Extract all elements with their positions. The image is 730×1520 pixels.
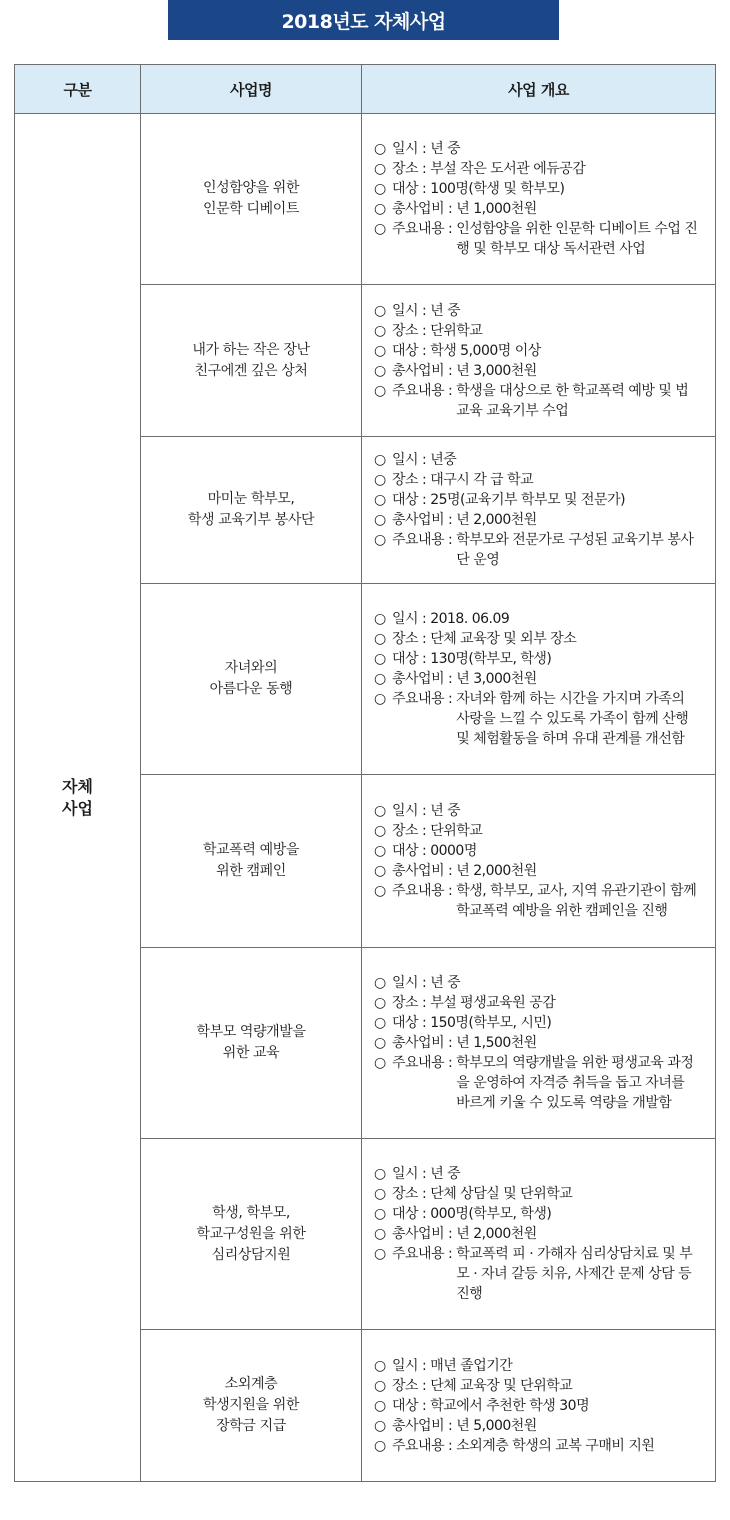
detail-place: [374, 159, 701, 179]
detail-budget: [374, 1416, 701, 1436]
detail-place: [374, 1184, 701, 1204]
detail-separator: :: [418, 1377, 431, 1394]
detail-label: 일시: [392, 611, 419, 627]
project-name: 학교폭력 예방을 위한 캠페인: [141, 775, 362, 948]
detail-content: [374, 1053, 701, 1113]
detail-value: 년 3,000천원: [456, 362, 537, 379]
detail-separator: :: [418, 823, 431, 839]
detail-content: [374, 530, 701, 570]
detail-label: 주요내용: [392, 883, 445, 899]
detail-value: 년중: [430, 452, 457, 468]
detail-label: 총사업비: [392, 863, 445, 879]
detail-date: [374, 801, 701, 821]
detail-separator: :: [418, 492, 431, 508]
detail-date: [374, 139, 701, 159]
detail-date: [374, 973, 701, 993]
detail-label: 대상: [392, 1397, 419, 1414]
detail-separator: :: [418, 472, 431, 488]
detail-budget: [374, 1224, 701, 1244]
detail-list: [374, 301, 701, 421]
detail-label: 장소: [392, 322, 419, 339]
detail-label: 장소: [392, 161, 419, 177]
detail-label: 대상: [392, 342, 419, 359]
detail-budget: [374, 510, 701, 530]
detail-value: 소외계층 학생의 교복 구매비 지원: [456, 1437, 655, 1454]
project-overview: [362, 775, 716, 948]
detail-label: 총사업비: [392, 362, 445, 379]
circle-bullet-icon: ○: [374, 512, 386, 528]
detail-label: 일시: [392, 1357, 419, 1374]
detail-value: 단체 교육장 및 외부 장소: [430, 631, 577, 647]
project-name: 마미눈 학부모, 학생 교육기부 봉사단: [141, 437, 362, 584]
circle-bullet-icon: ○: [374, 1166, 386, 1182]
detail-label: 총사업비: [392, 201, 445, 217]
detail-value: 년 중: [430, 1166, 461, 1182]
detail-list: [374, 801, 701, 921]
circle-bullet-icon: ○: [374, 221, 386, 237]
detail-separator: :: [418, 141, 431, 157]
detail-value: 25명(교육기부 학부모 및 전문가): [430, 492, 626, 508]
detail-separator: :: [418, 995, 431, 1011]
detail-place: [374, 321, 701, 341]
detail-label: 장소: [392, 995, 419, 1011]
detail-value: 년 2,000천원: [456, 1226, 537, 1242]
detail-value: 년 2,000천원: [456, 512, 537, 528]
detail-label: 일시: [392, 452, 419, 468]
detail-label: 장소: [392, 1377, 419, 1394]
circle-bullet-icon: ○: [374, 1055, 386, 1071]
detail-label: 일시: [392, 1166, 419, 1182]
circle-bullet-icon: ○: [374, 1437, 386, 1454]
detail-value: 단체 교육장 및 단위학교: [430, 1377, 573, 1394]
detail-target: [374, 841, 701, 861]
detail-place: [374, 993, 701, 1013]
detail-separator: :: [444, 201, 457, 217]
detail-label: 장소: [392, 823, 419, 839]
detail-label: 총사업비: [392, 512, 445, 528]
circle-bullet-icon: ○: [374, 1397, 386, 1414]
detail-separator: :: [444, 1226, 457, 1242]
detail-label: 대상: [392, 843, 419, 859]
circle-bullet-icon: ○: [374, 492, 386, 508]
detail-separator: :: [418, 1357, 431, 1374]
detail-separator: :: [444, 362, 457, 379]
detail-label: 대상: [392, 492, 419, 508]
project-overview: [362, 1330, 716, 1482]
detail-content: [374, 381, 701, 421]
circle-bullet-icon: ○: [374, 651, 386, 667]
detail-separator: :: [444, 221, 457, 237]
circle-bullet-icon: ○: [374, 1246, 386, 1262]
project-overview: [362, 285, 716, 437]
circle-bullet-icon: ○: [374, 342, 386, 359]
detail-list: [374, 1356, 701, 1456]
detail-label: 총사업비: [392, 671, 445, 687]
circle-bullet-icon: ○: [374, 631, 386, 647]
detail-separator: :: [418, 843, 431, 859]
detail-label: 주요내용: [392, 691, 445, 707]
detail-budget: [374, 361, 701, 381]
detail-label: 일시: [392, 302, 419, 319]
detail-separator: :: [444, 532, 457, 548]
detail-separator: :: [418, 302, 431, 319]
detail-separator: :: [418, 611, 431, 627]
detail-label: 장소: [392, 1186, 419, 1202]
circle-bullet-icon: ○: [374, 1377, 386, 1394]
detail-list: [374, 973, 701, 1113]
detail-label: 대상: [392, 1015, 419, 1031]
detail-separator: :: [418, 342, 431, 359]
detail-separator: :: [444, 1055, 457, 1071]
circle-bullet-icon: ○: [374, 452, 386, 468]
circle-bullet-icon: ○: [374, 322, 386, 339]
detail-value: 년 중: [430, 302, 461, 319]
detail-label: 장소: [392, 631, 419, 647]
project-name: 인성함양을 위한 인문학 디베이트: [141, 114, 362, 285]
detail-label: 주요내용: [392, 1055, 445, 1071]
detail-value: 150명(학부모, 시민): [430, 1015, 552, 1031]
detail-separator: :: [444, 1417, 457, 1434]
project-name: 소외계층 학생지원을 위한 장학금 지급: [141, 1330, 362, 1482]
circle-bullet-icon: ○: [374, 1417, 386, 1434]
detail-budget: [374, 1033, 701, 1053]
circle-bullet-icon: ○: [374, 181, 386, 197]
detail-value: 년 1,500천원: [456, 1035, 537, 1051]
detail-separator: :: [418, 1166, 431, 1182]
detail-separator: :: [418, 452, 431, 468]
detail-separator: :: [444, 1246, 457, 1262]
header-overview: 사업 개요: [362, 65, 716, 114]
detail-budget: [374, 861, 701, 881]
detail-label: 대상: [392, 1206, 419, 1222]
detail-value: 학교에서 추천한 학생 30명: [430, 1397, 590, 1414]
detail-value: 년 3,000천원: [456, 671, 537, 687]
detail-content: [374, 219, 701, 259]
detail-target: [374, 1396, 701, 1416]
detail-budget: [374, 199, 701, 219]
circle-bullet-icon: ○: [374, 671, 386, 687]
project-overview: [362, 437, 716, 584]
project-name: 내가 하는 작은 장난 친구에겐 깊은 상처: [141, 285, 362, 437]
detail-label: 일시: [392, 141, 419, 157]
table-body: [15, 114, 716, 1482]
project-overview: [362, 114, 716, 285]
circle-bullet-icon: ○: [374, 532, 386, 548]
detail-date: [374, 609, 701, 629]
detail-target: [374, 490, 701, 510]
detail-target: [374, 1204, 701, 1224]
detail-separator: :: [444, 863, 457, 879]
circle-bullet-icon: ○: [374, 975, 386, 991]
circle-bullet-icon: ○: [374, 302, 386, 319]
detail-value: 학부모의 역량개발을 위한 평생교육 과정을 운영하여 자격증 취득을 돕고 자녀를 바르게 키울 수 있도록 역량을 개발함: [456, 1055, 694, 1111]
detail-label: 주요내용: [392, 221, 445, 237]
detail-place: [374, 629, 701, 649]
project-name: 학생, 학부모, 학교구성원을 위한 심리상담지원: [141, 1139, 362, 1330]
detail-value: 년 중: [430, 141, 461, 157]
circle-bullet-icon: ○: [374, 691, 386, 707]
project-table: [14, 64, 716, 1482]
detail-label: 총사업비: [392, 1417, 445, 1434]
circle-bullet-icon: ○: [374, 1226, 386, 1242]
detail-value: 학생, 학부모, 교사, 지역 유관기관이 함께 학교폭력 예방을 위한 캠페인을 진행: [456, 883, 697, 919]
circle-bullet-icon: ○: [374, 995, 386, 1011]
circle-bullet-icon: ○: [374, 1015, 386, 1031]
circle-bullet-icon: ○: [374, 863, 386, 879]
circle-bullet-icon: ○: [374, 382, 386, 399]
detail-value: 대구시 각 급 학교: [430, 472, 534, 488]
circle-bullet-icon: ○: [374, 1186, 386, 1202]
detail-list: [374, 139, 701, 259]
detail-label: 대상: [392, 181, 419, 197]
circle-bullet-icon: ○: [374, 141, 386, 157]
detail-target: [374, 179, 701, 199]
detail-label: 주요내용: [392, 1437, 445, 1454]
detail-value: 000명(학부모, 학생): [430, 1206, 552, 1222]
circle-bullet-icon: ○: [374, 883, 386, 899]
detail-separator: :: [444, 691, 457, 707]
detail-separator: :: [418, 631, 431, 647]
detail-value: 년 5,000천원: [456, 1417, 537, 1434]
detail-separator: :: [418, 322, 431, 339]
detail-place: [374, 821, 701, 841]
detail-separator: :: [418, 1206, 431, 1222]
circle-bullet-icon: ○: [374, 843, 386, 859]
project-name: 학부모 역량개발을 위한 교육: [141, 948, 362, 1139]
circle-bullet-icon: ○: [374, 362, 386, 379]
detail-content: [374, 1244, 701, 1304]
detail-value: 년 1,000천원: [456, 201, 537, 217]
detail-place: [374, 1376, 701, 1396]
detail-value: 100명(학생 및 학부모): [430, 181, 565, 197]
detail-separator: :: [444, 382, 457, 399]
circle-bullet-icon: ○: [374, 1357, 386, 1374]
detail-value: 단위학교: [430, 823, 483, 839]
detail-value: 단체 상담실 및 단위학교: [430, 1186, 573, 1202]
detail-content: [374, 689, 701, 749]
detail-date: [374, 1356, 701, 1376]
project-overview: [362, 1139, 716, 1330]
circle-bullet-icon: ○: [374, 823, 386, 839]
detail-target: [374, 1013, 701, 1033]
detail-content: [374, 1436, 701, 1456]
project-overview: [362, 584, 716, 775]
detail-label: 주요내용: [392, 382, 445, 399]
detail-separator: :: [444, 1437, 457, 1454]
detail-separator: :: [418, 161, 431, 177]
detail-value: 인성함양을 위한 인문학 디베이트 수업 진행 및 학부모 대상 독서관련 사업: [456, 221, 698, 257]
detail-date: [374, 450, 701, 470]
detail-value: 단위학교: [430, 322, 483, 339]
detail-label: 장소: [392, 472, 419, 488]
detail-separator: :: [418, 803, 431, 819]
detail-separator: :: [444, 512, 457, 528]
detail-separator: :: [418, 1015, 431, 1031]
detail-label: 총사업비: [392, 1035, 445, 1051]
detail-value: 년 중: [430, 975, 461, 991]
detail-label: 주요내용: [392, 1246, 445, 1262]
detail-date: [374, 301, 701, 321]
detail-list: [374, 1164, 701, 1304]
detail-label: 주요내용: [392, 532, 445, 548]
circle-bullet-icon: ○: [374, 161, 386, 177]
page-title: 2018년도 자체사업: [168, 0, 559, 40]
detail-value: 0000명: [430, 843, 477, 859]
detail-label: 총사업비: [392, 1226, 445, 1242]
detail-separator: :: [418, 975, 431, 991]
detail-content: [374, 881, 701, 921]
detail-value: 매년 졸업기간: [430, 1357, 513, 1374]
header-name: 사업명: [141, 65, 362, 114]
detail-value: 학생 5,000명 이상: [430, 342, 541, 359]
detail-target: [374, 341, 701, 361]
detail-value: 130명(학부모, 학생): [430, 651, 552, 667]
circle-bullet-icon: ○: [374, 803, 386, 819]
detail-target: [374, 649, 701, 669]
detail-date: [374, 1164, 701, 1184]
detail-separator: :: [418, 181, 431, 197]
detail-label: 일시: [392, 803, 419, 819]
detail-value: 학교폭력 피 · 가해자 심리상담치료 및 부모 · 자녀 갈등 치유, 사제간 문제 상담 등 진행: [456, 1246, 693, 1302]
table-row: [15, 114, 716, 285]
detail-value: 학생을 대상으로 한 학교폭력 예방 및 법교육 교육기부 수업: [456, 382, 689, 419]
category-cell: 자체 사업: [15, 114, 141, 1482]
detail-value: 자녀와 함께 하는 시간을 가지며 가족의 사랑을 느낄 수 있도록 가족이 함께 산행 및 체험활동을 하며 유대 관계를 개선함: [456, 691, 689, 747]
detail-place: [374, 470, 701, 490]
circle-bullet-icon: ○: [374, 1206, 386, 1222]
project-name: 자녀와의 아름다운 동행: [141, 584, 362, 775]
detail-budget: [374, 669, 701, 689]
detail-separator: :: [418, 1186, 431, 1202]
detail-value: 부설 평생교육원 공감: [430, 995, 556, 1011]
detail-separator: :: [444, 1035, 457, 1051]
detail-separator: :: [418, 1397, 431, 1414]
detail-separator: :: [444, 883, 457, 899]
detail-value: 년 중: [430, 803, 461, 819]
circle-bullet-icon: ○: [374, 1035, 386, 1051]
detail-value: 년 2,000천원: [456, 863, 537, 879]
header-category: 구분: [15, 65, 141, 114]
project-overview: [362, 948, 716, 1139]
table-header-row: [15, 65, 716, 114]
circle-bullet-icon: ○: [374, 201, 386, 217]
detail-value: 부설 작은 도서관 에듀공감: [430, 161, 586, 177]
detail-list: [374, 609, 701, 749]
circle-bullet-icon: ○: [374, 472, 386, 488]
detail-separator: :: [444, 671, 457, 687]
circle-bullet-icon: ○: [374, 611, 386, 627]
detail-label: 일시: [392, 975, 419, 991]
detail-separator: :: [418, 651, 431, 667]
detail-list: [374, 450, 701, 570]
detail-value: 학부모와 전문가로 구성된 교육기부 봉사단 운영: [456, 532, 694, 568]
detail-label: 대상: [392, 651, 419, 667]
detail-value: 2018. 06.09: [430, 611, 510, 627]
